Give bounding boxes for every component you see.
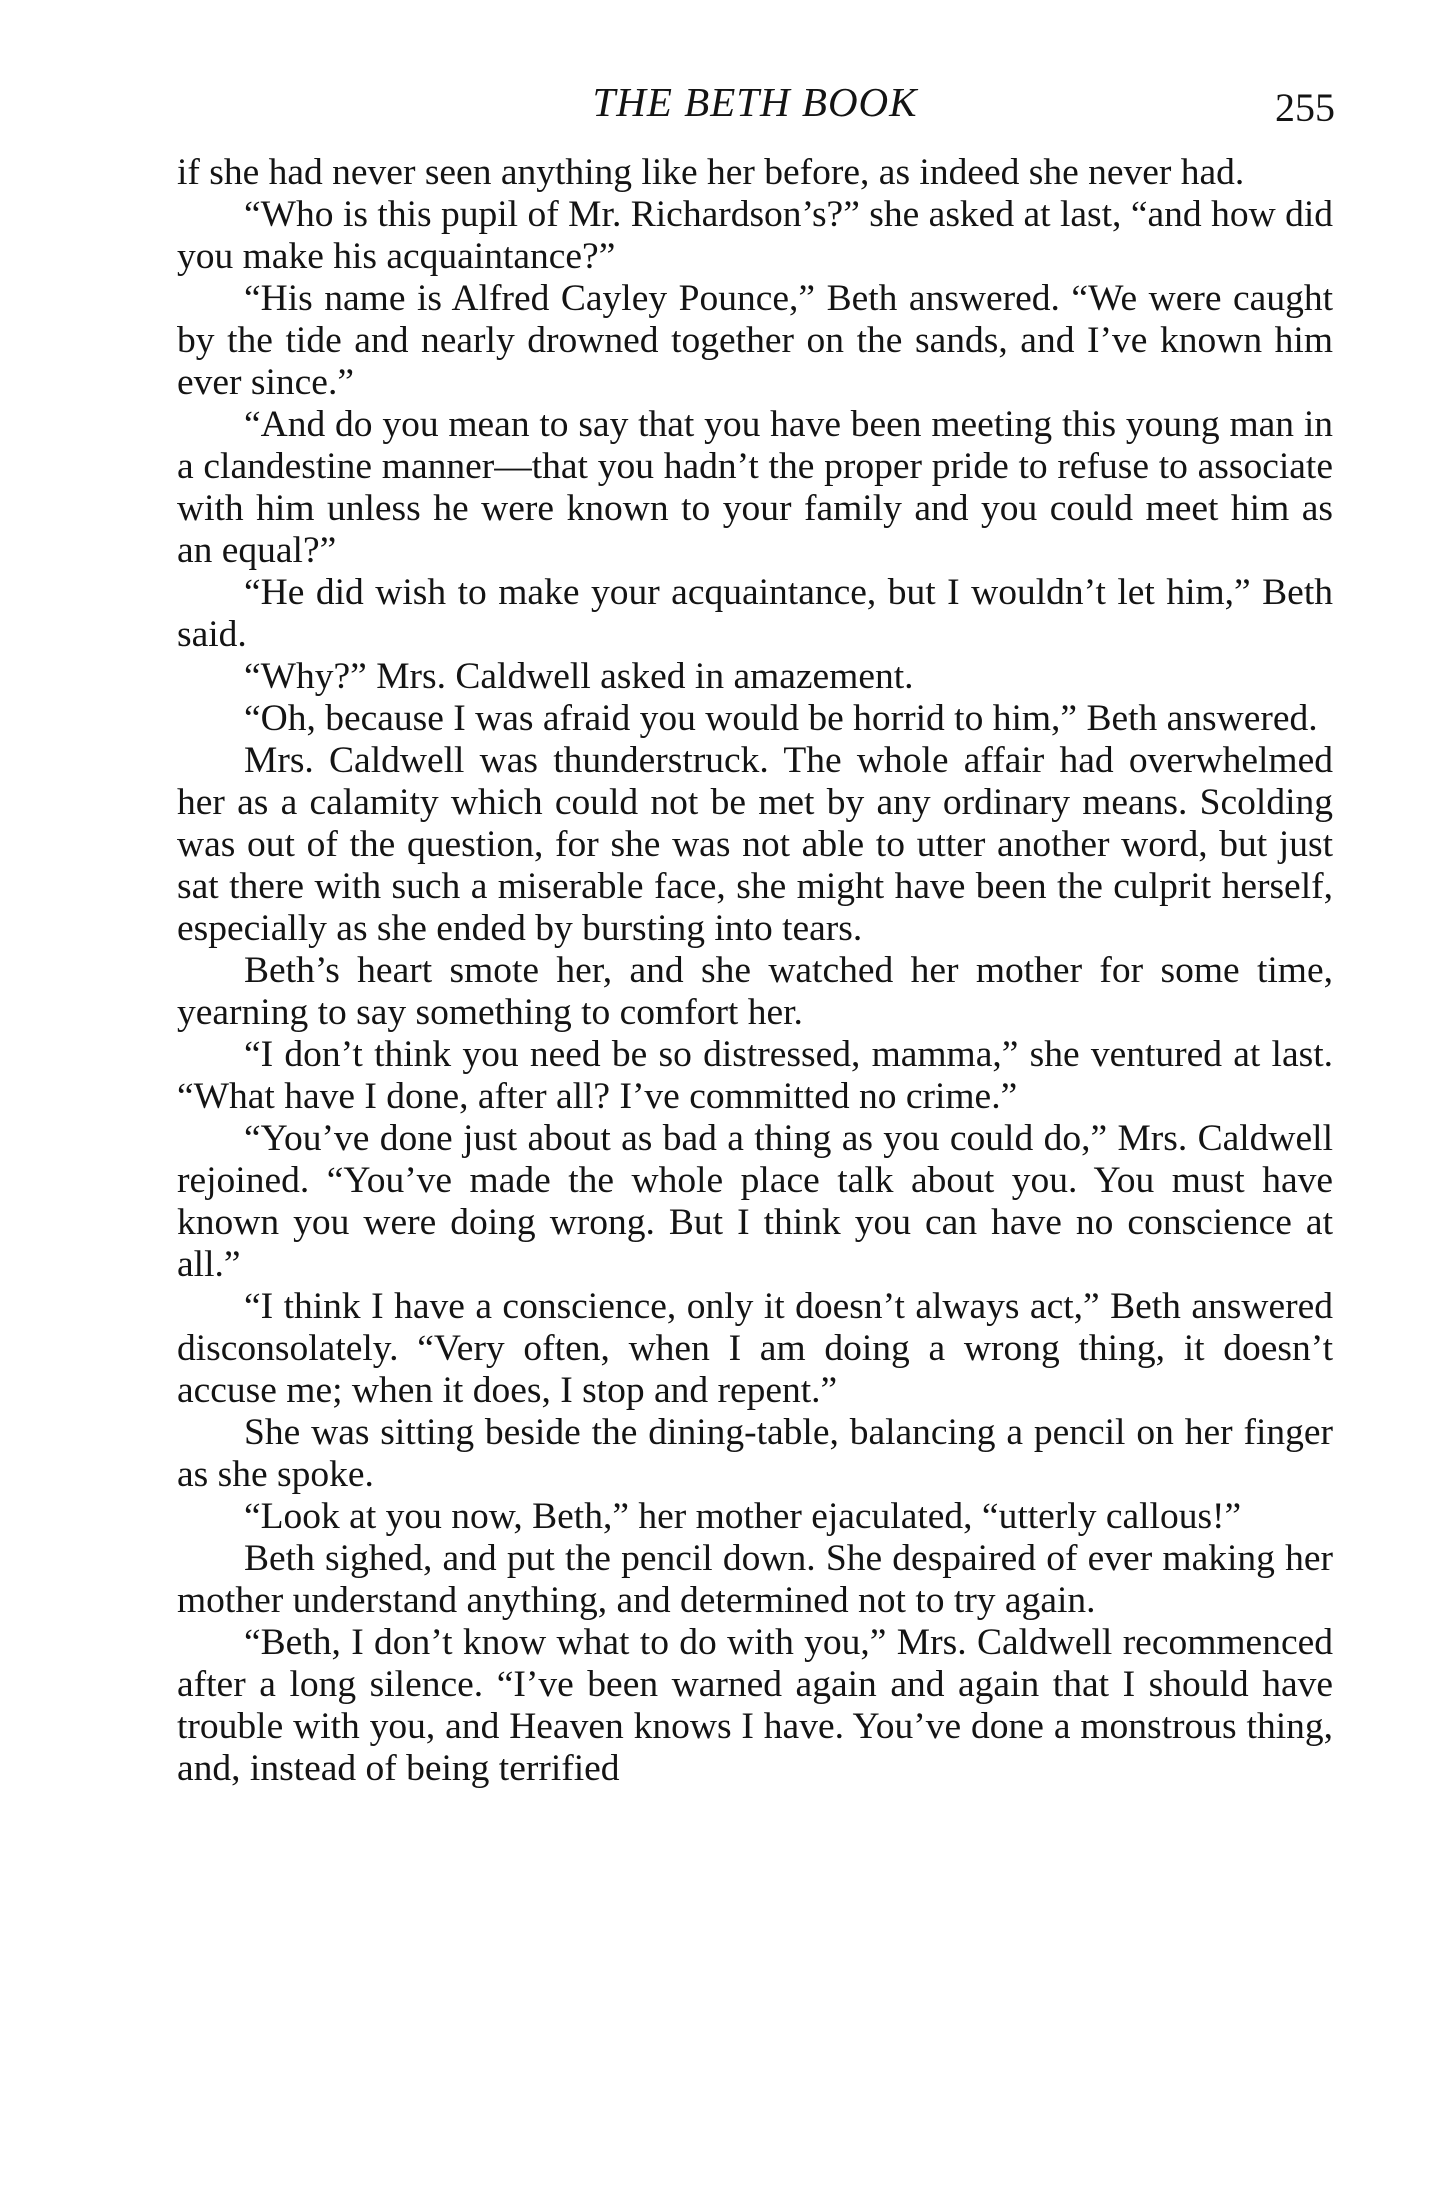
paragraph: “Who is this pupil of Mr. Richardson’s?” she asked at last, “and how did you make his acquaintance?” <box>177 194 1333 277</box>
paragraph: “And do you mean to say that you have been meeting this young man in a clandestine manner—that you hadn’t the proper pride to refuse to associate with him unless he were known to your family and you could meet him as an equal?” <box>177 404 1333 571</box>
paragraph: Beth sighed, and put the pencil down. She despaired of ever making her mother understand anything, and determined not to try again. <box>177 1538 1333 1621</box>
body-text <box>177 152 1333 1790</box>
page-number: 255 <box>1275 85 1335 130</box>
page-header <box>175 78 1335 138</box>
running-title: THE BETH BOOK <box>592 79 918 125</box>
paragraph: “Oh, because I was afraid you would be horrid to him,” Beth answered. <box>244 698 1318 739</box>
paragraph: if she had never seen anything like her before, as indeed she never had. <box>177 152 1245 193</box>
paragraph: She was sitting beside the dining-table, balancing a pencil on her finger as she spoke. <box>177 1412 1333 1495</box>
paragraph: “I think I have a conscience, only it doesn’t always act,” Beth answered disconsolately. “Very often, when I am doing a wrong thing, it doesn’t accuse me; when it does, I stop and repent.” <box>177 1286 1333 1411</box>
paragraph: Beth’s heart smote her, and she watched her mother for some time, yearning to say something to comfort her. <box>177 950 1333 1033</box>
paragraph: “Look at you now, Beth,” her mother ejaculated, “utterly callous!” <box>244 1496 1242 1537</box>
paragraph: Mrs. Caldwell was thunderstruck. The whole affair had overwhelmed her as a calamity which could not be met by any ordinary means. Scolding was out of the question, for she was not able to utter another word, but just sat there with such a miserable face, she might have been the culprit herself, especially as she ended by bursting into tears. <box>177 740 1333 949</box>
paragraph: “His name is Alfred Cayley Pounce,” Beth answered. “We were caught by the tide and nearly drowned together on the sands, and I’ve known him ever since.” <box>177 278 1333 403</box>
paragraph: “I don’t think you need be so distressed, mamma,” she ventured at last. “What have I done, after all? I’ve committed no crime.” <box>177 1034 1333 1117</box>
paragraph: “He did wish to make your acquaintance, but I wouldn’t let him,” Beth said. <box>177 572 1333 655</box>
paragraph: “You’ve done just about as bad a thing as you could do,” Mrs. Caldwell rejoined. “You’ve made the whole place talk about you. You must have known you were doing wrong. But I think you can have no conscience at all.” <box>177 1118 1333 1285</box>
paragraph: “Beth, I don’t know what to do with you,” Mrs. Caldwell recommenced after a long silence. “I’ve been warned again and again that I should have trouble with you, and Heaven knows I have. You’ve done a monstrous thing, and, instead of being terrified <box>177 1622 1333 1789</box>
paragraph: “Why?” Mrs. Caldwell asked in amazement. <box>244 656 914 697</box>
